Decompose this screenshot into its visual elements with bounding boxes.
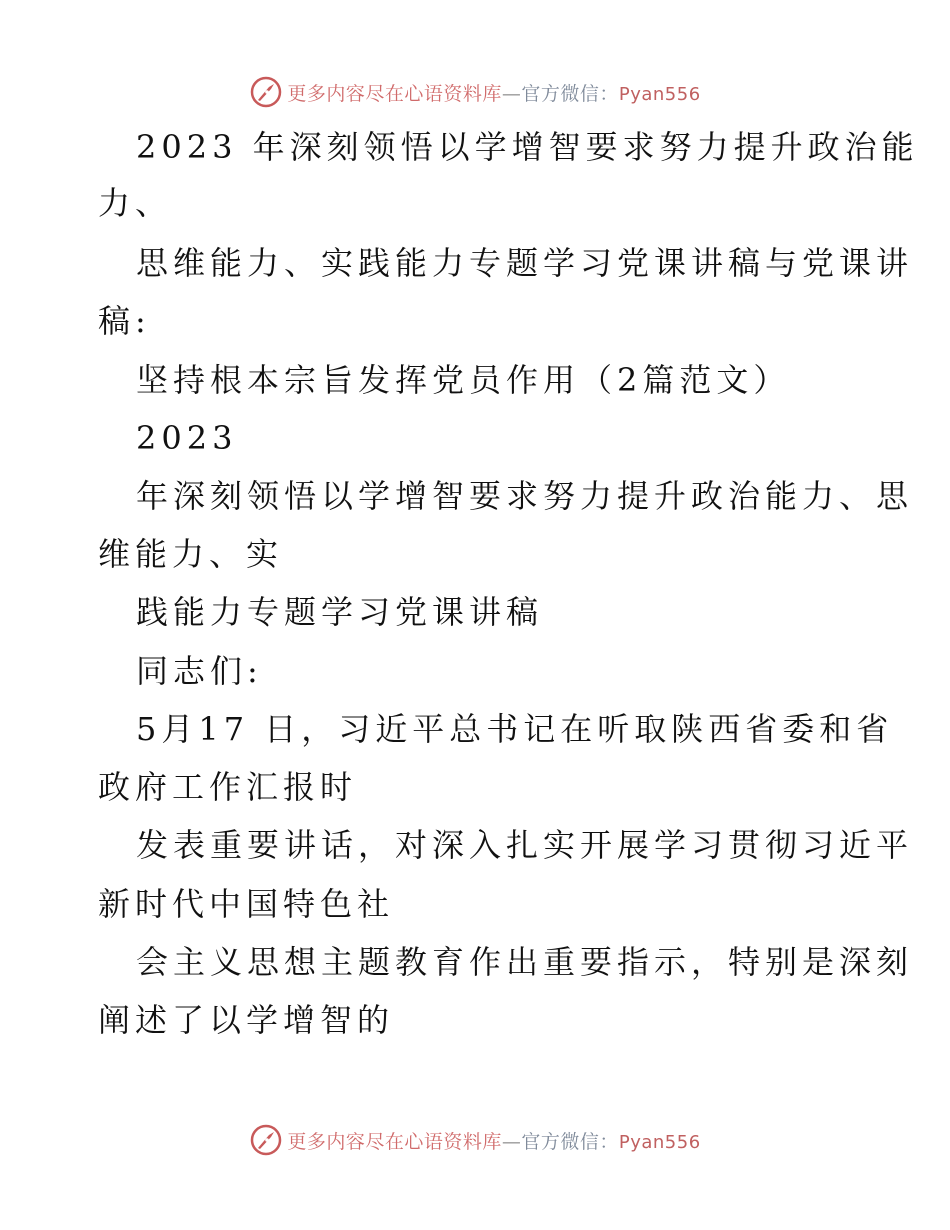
text-line: 年深刻领悟以学增智要求努力提升政治能力、思 bbox=[136, 477, 914, 515]
watermark-separator: — bbox=[501, 82, 522, 105]
text-line: 发表重要讲话，对深入扎实开展学习贯彻习近平 bbox=[136, 826, 914, 864]
pen-nib-logo-icon bbox=[249, 1123, 283, 1157]
text-line: 同志们: bbox=[136, 652, 263, 690]
text-line: 新时代中国特色社 bbox=[98, 885, 395, 923]
text-line: 维能力、实 bbox=[98, 535, 284, 573]
text-line: 2023 bbox=[136, 419, 238, 457]
text-line: 力、 bbox=[98, 184, 173, 222]
watermark-text bbox=[287, 79, 700, 106]
pen-nib-logo-icon bbox=[249, 75, 283, 109]
watermark-brand: 更多内容尽在心语资料库 bbox=[287, 1130, 502, 1153]
header-watermark bbox=[0, 72, 950, 112]
watermark-wechat-id: Pyan556 bbox=[618, 1131, 701, 1153]
text-line: 会主义思想主题教育作出重要指示，特别是深刻 bbox=[136, 943, 914, 981]
watermark-contact-label: 官方微信： bbox=[521, 82, 619, 105]
watermark-brand: 更多内容尽在心语资料库 bbox=[287, 82, 502, 105]
text-line: 5月17 日，习近平总书记在听取陕西省委和省 bbox=[136, 710, 894, 748]
watermark-text bbox=[287, 1127, 700, 1154]
text-line: 2023 年深刻领悟以学增智要求努力提升政治能 bbox=[136, 128, 919, 166]
footer-watermark bbox=[0, 1120, 950, 1160]
text-line: 政府工作汇报时 bbox=[98, 768, 358, 806]
text-line: 坚持根本宗旨发挥党员作用（2篇范文） bbox=[136, 361, 791, 399]
text-line: 稿: bbox=[98, 302, 151, 340]
text-line: 思维能力、实践能力专题学习党课讲稿与党课讲 bbox=[136, 244, 914, 282]
watermark-separator: — bbox=[501, 1130, 522, 1153]
watermark-wechat-id: Pyan556 bbox=[618, 83, 701, 105]
text-line: 阐述了以学增智的 bbox=[98, 1001, 395, 1039]
watermark-contact-label: 官方微信： bbox=[521, 1130, 619, 1153]
text-line: 践能力专题学习党课讲稿 bbox=[136, 593, 544, 631]
